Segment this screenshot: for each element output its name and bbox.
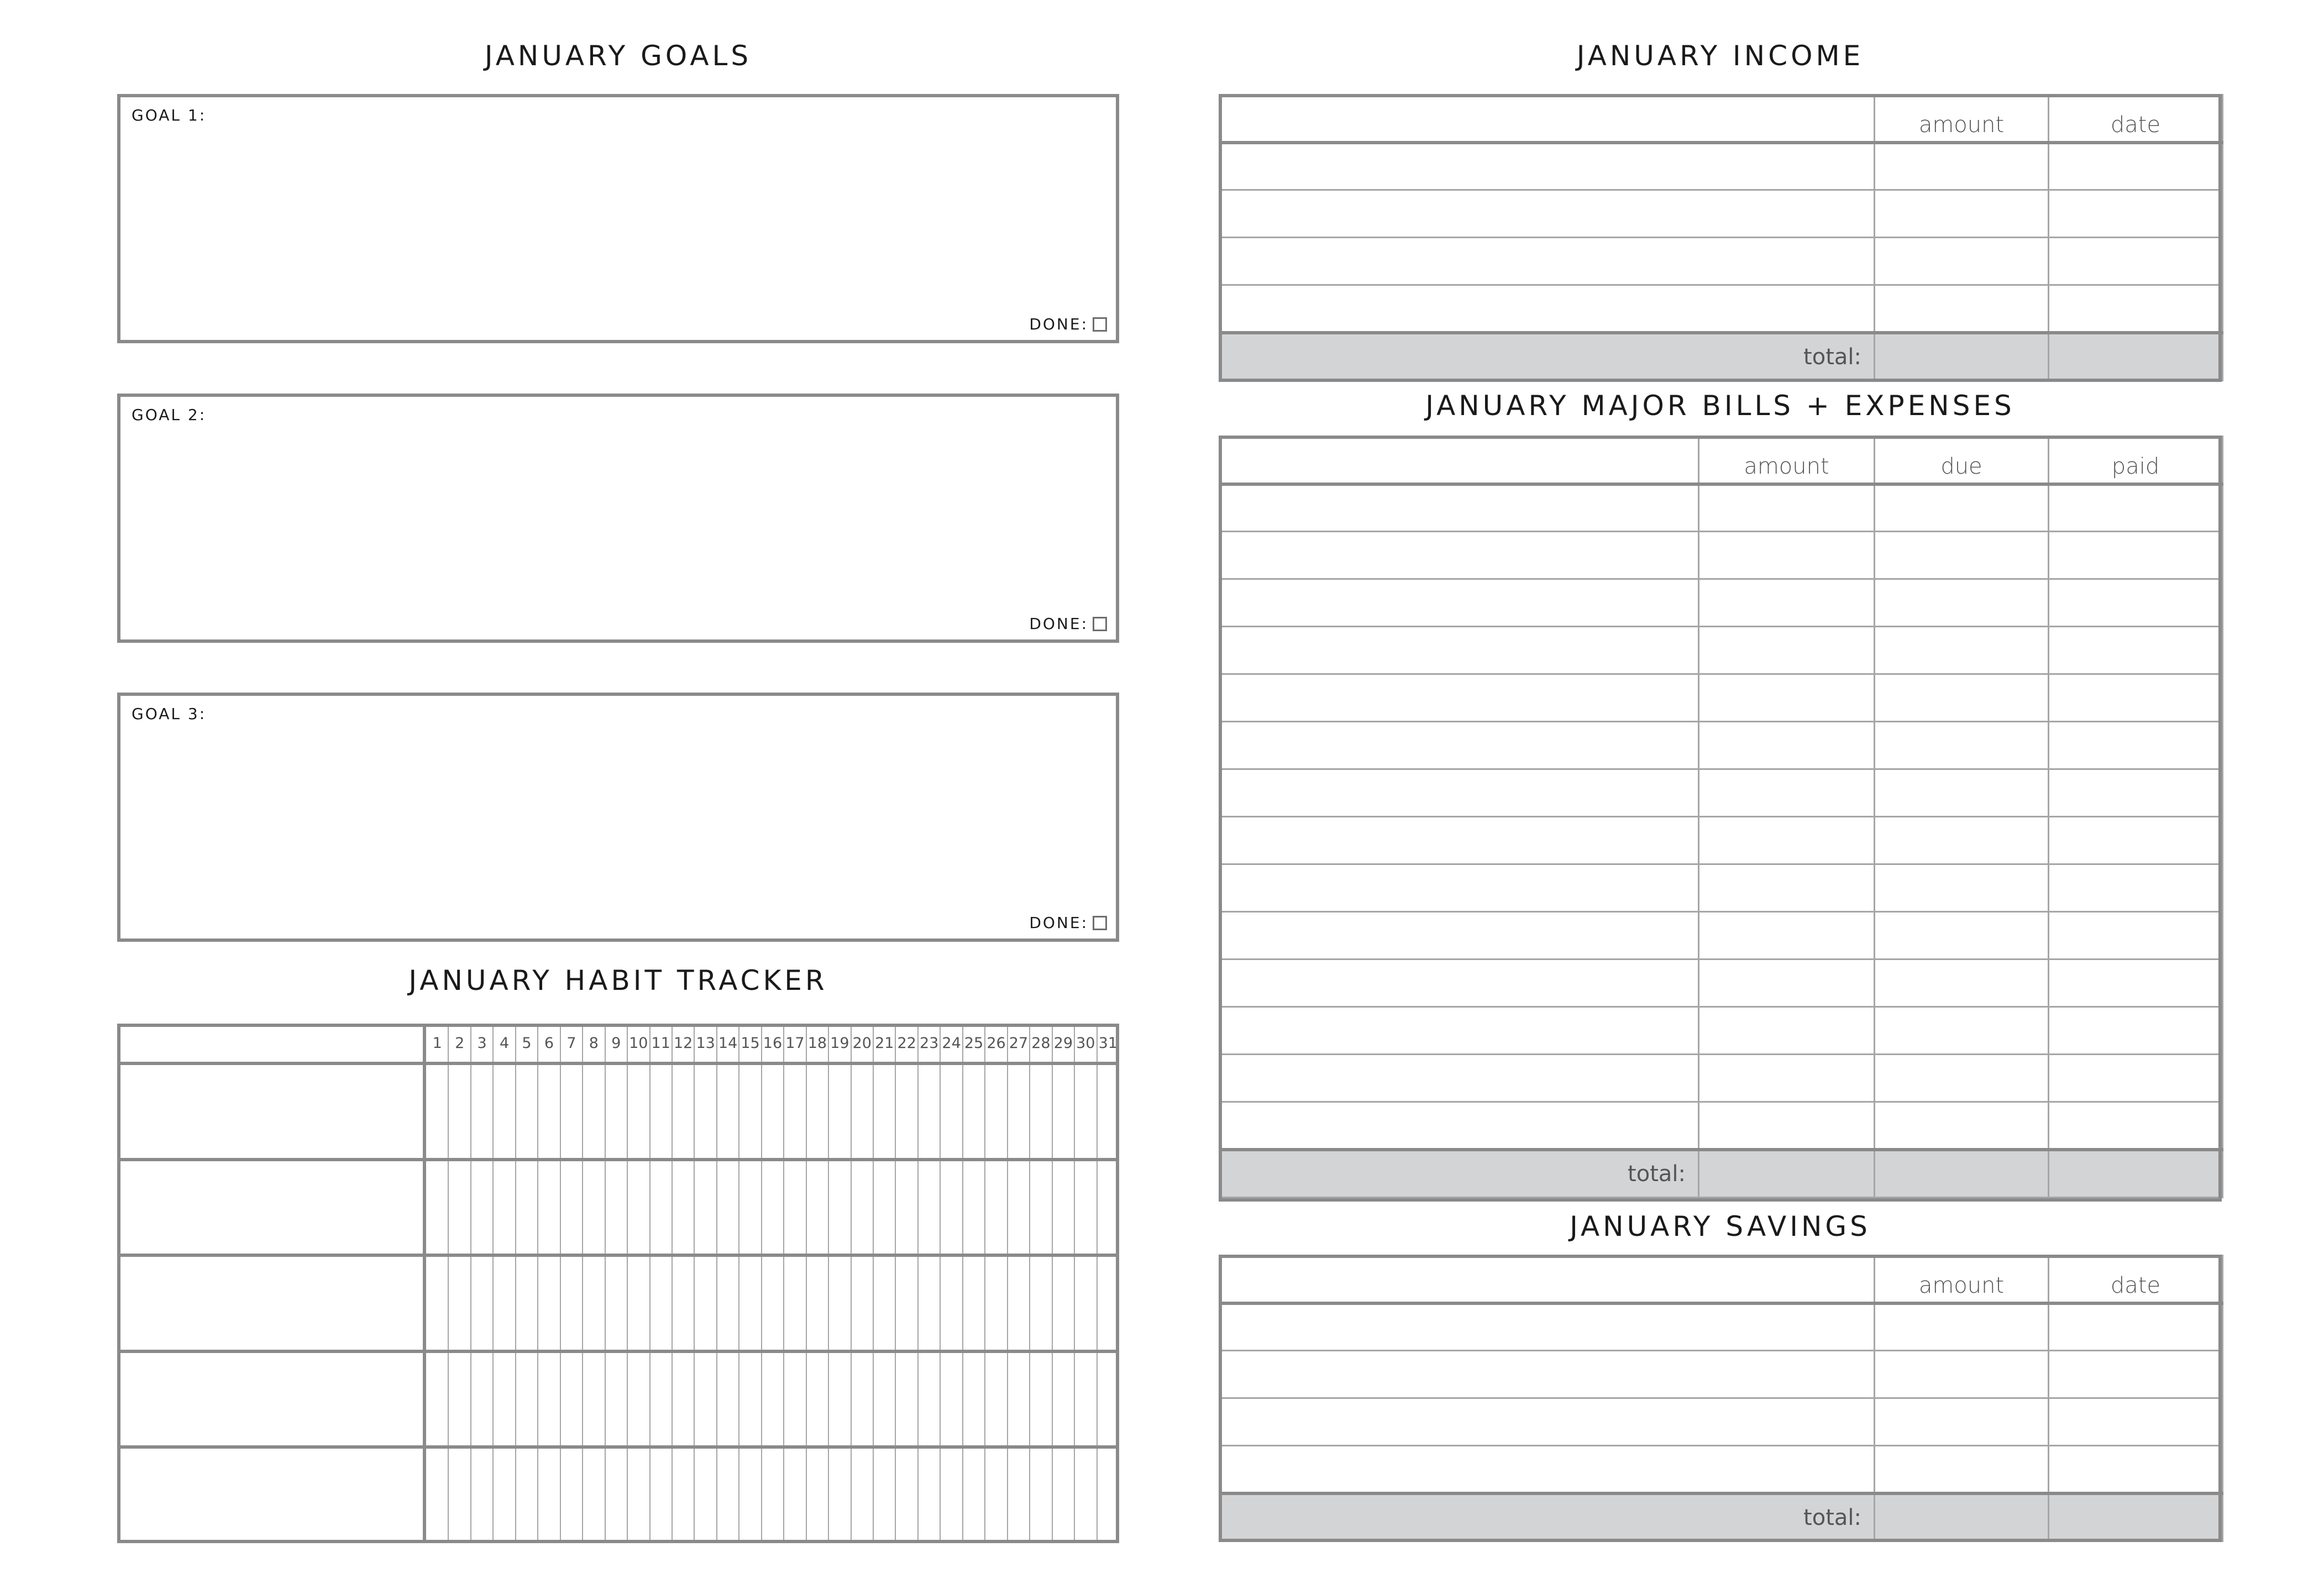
bills-cell[interactable] <box>2049 532 2223 579</box>
habit-day-divider <box>716 1024 717 1543</box>
bills-cell[interactable] <box>2049 722 2223 769</box>
income-column-date: date <box>2049 95 2223 143</box>
bills-cell[interactable] <box>1220 1055 1699 1102</box>
savings-cell[interactable] <box>1220 1351 1875 1398</box>
habit-day-number: 15 <box>741 1035 760 1052</box>
bills-row <box>1220 674 2223 722</box>
habit-name-cell[interactable] <box>120 1353 423 1446</box>
bills-total-cell[interactable] <box>1875 1150 2049 1198</box>
habit-day-number: 1 <box>432 1035 442 1052</box>
bills-cell[interactable] <box>1699 532 1875 579</box>
savings-header-row <box>1220 1256 2223 1303</box>
habit-day-divider <box>828 1024 829 1543</box>
habit-day-divider <box>738 1024 739 1543</box>
habit-day-number: 26 <box>987 1035 1006 1052</box>
savings-total-cell[interactable] <box>1875 1493 2049 1541</box>
bills-cell[interactable] <box>1875 722 2049 769</box>
habit-day-divider <box>1097 1024 1098 1543</box>
habit-day-number: 4 <box>499 1035 510 1052</box>
habit-day-number: 21 <box>875 1035 894 1052</box>
goal-1-done-label: DONE: <box>1029 315 1088 333</box>
goal-1-done <box>1029 315 1107 333</box>
bills-cell[interactable] <box>1875 912 2049 959</box>
habit-day-number: 27 <box>1009 1035 1029 1052</box>
habit-day-divider <box>895 1024 896 1543</box>
bills-table <box>1219 436 2223 1198</box>
savings-column-date: date <box>2049 1256 2223 1303</box>
savings-header-blank <box>1220 1256 1875 1303</box>
bills-cell[interactable] <box>1699 864 1875 912</box>
bills-cell[interactable] <box>2049 674 2223 722</box>
habit-day-number: 7 <box>566 1035 576 1052</box>
income-cell[interactable] <box>1875 190 2049 238</box>
bills-cell[interactable] <box>1699 579 1875 627</box>
habit-day-divider <box>783 1024 784 1543</box>
bills-cell[interactable] <box>1220 912 1699 959</box>
bills-cell[interactable] <box>1875 627 2049 674</box>
income-header-blank <box>1220 95 1875 143</box>
income-cell[interactable] <box>2049 238 2223 285</box>
bills-cell[interactable] <box>2049 864 2223 912</box>
habit-day-number: 29 <box>1053 1035 1073 1052</box>
bills-cell[interactable] <box>1699 722 1875 769</box>
savings-cell[interactable] <box>1875 1398 2049 1446</box>
bills-cell[interactable] <box>1699 817 1875 864</box>
habit-day-number: 18 <box>807 1035 827 1052</box>
bills-cell[interactable] <box>1875 864 2049 912</box>
habit-tracker-grid <box>117 1024 1119 1543</box>
bills-cell[interactable] <box>2049 912 2223 959</box>
income-total-label: total: <box>1220 333 1875 381</box>
income-cell[interactable] <box>1220 285 1875 333</box>
habit-day-number: 9 <box>611 1035 621 1052</box>
bills-total-cell[interactable] <box>1699 1150 1875 1198</box>
habit-day-number: 23 <box>919 1035 939 1052</box>
habit-day-divider <box>940 1024 941 1543</box>
savings-total-row <box>1220 1493 2223 1541</box>
bills-cell[interactable] <box>1220 959 1699 1007</box>
habit-name-cell[interactable] <box>120 1161 423 1254</box>
income-title: JANUARY INCOME <box>1576 40 1864 72</box>
savings-row <box>1220 1398 2223 1446</box>
goal-3-done-label: DONE: <box>1029 914 1088 932</box>
habit-day-divider <box>560 1024 561 1543</box>
habit-day-divider <box>582 1024 583 1543</box>
income-total-cell[interactable] <box>2049 333 2223 381</box>
income-row <box>1220 190 2223 238</box>
bills-cell[interactable] <box>1220 579 1699 627</box>
habit-day-number: 6 <box>544 1035 554 1052</box>
bills-cell[interactable] <box>1875 1102 2049 1150</box>
bills-column-due: due <box>1875 437 2049 484</box>
bills-row <box>1220 769 2223 817</box>
bills-row <box>1220 627 2223 674</box>
savings-row <box>1220 1351 2223 1398</box>
savings-cell[interactable] <box>2049 1351 2223 1398</box>
bills-row <box>1220 579 2223 627</box>
bills-cell[interactable] <box>2049 579 2223 627</box>
income-cell[interactable] <box>1875 143 2049 190</box>
habit-day-divider <box>672 1024 673 1543</box>
bills-row <box>1220 722 2223 769</box>
bills-cell[interactable] <box>2049 627 2223 674</box>
habit-day-number: 30 <box>1076 1035 1095 1052</box>
bills-row <box>1220 1055 2223 1102</box>
habit-day-divider <box>605 1024 606 1543</box>
bills-row <box>1220 959 2223 1007</box>
bills-column-paid: paid <box>2049 437 2223 484</box>
bills-cell[interactable] <box>2049 484 2223 532</box>
savings-table <box>1219 1255 2223 1542</box>
income-row <box>1220 143 2223 190</box>
savings-row <box>1220 1303 2223 1351</box>
habit-day-divider <box>627 1024 628 1543</box>
habit-day-divider <box>761 1024 762 1543</box>
bills-cell[interactable] <box>2049 959 2223 1007</box>
bills-cell[interactable] <box>1220 1102 1699 1150</box>
goal-2-label: GOAL 2: <box>132 406 207 424</box>
savings-cell[interactable] <box>1875 1446 2049 1493</box>
income-cell[interactable] <box>1220 143 1875 190</box>
habit-day-divider <box>1029 1024 1030 1543</box>
goal-2-done <box>1029 615 1107 633</box>
habit-day-divider <box>515 1024 516 1543</box>
savings-cell[interactable] <box>1220 1303 1875 1351</box>
bills-cell[interactable] <box>1220 769 1699 817</box>
goal-1-done-checkbox[interactable] <box>1093 317 1107 332</box>
goals-title: JANUARY GOALS <box>484 40 752 72</box>
savings-row <box>1220 1446 2223 1493</box>
habit-day-number: 5 <box>522 1035 532 1052</box>
bills-header-blank <box>1220 437 1699 484</box>
bills-cell[interactable] <box>1220 627 1699 674</box>
bills-cell[interactable] <box>2049 1055 2223 1102</box>
income-table <box>1219 94 2223 381</box>
bills-cell[interactable] <box>1699 1007 1875 1055</box>
goal-3-done <box>1029 914 1107 932</box>
income-cell[interactable] <box>2049 285 2223 333</box>
income-cell[interactable] <box>1220 190 1875 238</box>
habit-day-number: 17 <box>785 1035 805 1052</box>
bills-cell[interactable] <box>1699 912 1875 959</box>
goal-2-done-checkbox[interactable] <box>1093 617 1107 631</box>
bills-row <box>1220 1102 2223 1150</box>
savings-cell[interactable] <box>1875 1303 2049 1351</box>
bills-cell[interactable] <box>1875 1055 2049 1102</box>
bills-row <box>1220 864 2223 912</box>
bills-row <box>1220 484 2223 532</box>
goal-3-box[interactable] <box>117 693 1119 942</box>
habit-day-number: 19 <box>830 1035 849 1052</box>
habit-day-number: 12 <box>673 1035 693 1052</box>
habit-day-number: 2 <box>455 1035 465 1052</box>
bills-cell[interactable] <box>1220 532 1699 579</box>
habit-day-divider <box>1007 1024 1008 1543</box>
bills-cell[interactable] <box>1220 817 1699 864</box>
habit-label-divider <box>423 1024 426 1543</box>
bills-row <box>1220 1007 2223 1055</box>
bills-total-cell[interactable] <box>2049 1150 2223 1198</box>
habit-day-divider <box>470 1024 471 1543</box>
goal-3-done-checkbox[interactable] <box>1093 916 1107 930</box>
income-header-row <box>1220 95 2223 143</box>
habit-day-divider <box>917 1024 919 1543</box>
bills-header-row <box>1220 437 2223 484</box>
bills-cell[interactable] <box>2049 769 2223 817</box>
habit-day-divider <box>851 1024 852 1543</box>
habit-day-divider <box>984 1024 985 1543</box>
habit-day-divider <box>962 1024 963 1543</box>
savings-cell[interactable] <box>1875 1351 2049 1398</box>
bills-cell[interactable] <box>1699 674 1875 722</box>
habit-name-cell[interactable] <box>120 1449 423 1541</box>
savings-title: JANUARY SAVINGS <box>1570 1210 1871 1242</box>
bills-cell[interactable] <box>1699 1102 1875 1150</box>
habit-day-number: 10 <box>629 1035 648 1052</box>
bills-total-label: total: <box>1220 1150 1699 1198</box>
income-cell[interactable] <box>1220 238 1875 285</box>
goal-1-box[interactable] <box>117 94 1119 343</box>
habit-name-cell[interactable] <box>120 1065 423 1158</box>
bills-cell[interactable] <box>1875 769 2049 817</box>
income-cell[interactable] <box>2049 190 2223 238</box>
habit-day-divider <box>537 1024 538 1543</box>
bills-cell[interactable] <box>1875 532 2049 579</box>
habit-tracker-title: JANUARY HABIT TRACKER <box>408 964 828 997</box>
goal-2-done-label: DONE: <box>1029 615 1088 633</box>
goal-2-box[interactable] <box>117 394 1119 643</box>
habit-day-number: 25 <box>964 1035 984 1052</box>
bills-cell[interactable] <box>1699 627 1875 674</box>
habit-day-divider <box>1074 1024 1075 1543</box>
bills-row <box>1220 817 2223 864</box>
income-cell[interactable] <box>2049 143 2223 190</box>
bills-cell[interactable] <box>1875 484 2049 532</box>
habit-name-cell[interactable] <box>120 1257 423 1350</box>
bills-total-row <box>1220 1150 2223 1198</box>
goal-3-label: GOAL 3: <box>132 705 207 723</box>
habit-day-divider <box>873 1024 874 1543</box>
bills-cell[interactable] <box>1220 674 1699 722</box>
bills-cell[interactable] <box>1875 1007 2049 1055</box>
bills-cell[interactable] <box>1875 817 2049 864</box>
bills-cell[interactable] <box>1699 484 1875 532</box>
income-total-cell[interactable] <box>1875 333 2049 381</box>
savings-cell[interactable] <box>1220 1398 1875 1446</box>
income-cell[interactable] <box>1875 238 2049 285</box>
habit-day-number: 11 <box>651 1035 670 1052</box>
bills-cell[interactable] <box>1875 959 2049 1007</box>
savings-cell[interactable] <box>1220 1446 1875 1493</box>
habit-day-divider <box>694 1024 695 1543</box>
bills-row <box>1220 912 2223 959</box>
bills-cell[interactable] <box>1220 722 1699 769</box>
bills-cell[interactable] <box>1699 959 1875 1007</box>
income-column-amount: amount <box>1875 95 2049 143</box>
habit-day-divider <box>806 1024 807 1543</box>
bills-cell[interactable] <box>1220 1007 1699 1055</box>
bills-cell[interactable] <box>1875 579 2049 627</box>
savings-total-label: total: <box>1220 1493 1875 1541</box>
habit-day-number: 8 <box>589 1035 599 1052</box>
goal-1-label: GOAL 1: <box>132 106 207 124</box>
habit-day-divider <box>492 1024 494 1543</box>
bills-row <box>1220 532 2223 579</box>
habit-day-number: 14 <box>718 1035 738 1052</box>
savings-cell[interactable] <box>2049 1398 2223 1446</box>
habit-day-number: 24 <box>942 1035 961 1052</box>
habit-day-divider <box>448 1024 449 1543</box>
savings-column-amount: amount <box>1875 1256 2049 1303</box>
bills-cell[interactable] <box>1699 1055 1875 1102</box>
bills-title: JANUARY MAJOR BILLS + EXPENSES <box>1425 390 2015 422</box>
savings-total-cell[interactable] <box>2049 1493 2223 1541</box>
bills-cell[interactable] <box>1699 769 1875 817</box>
savings-cell[interactable] <box>2049 1446 2223 1493</box>
bills-cell[interactable] <box>2049 1007 2223 1055</box>
bills-cell[interactable] <box>2049 1102 2223 1150</box>
bills-cell[interactable] <box>2049 817 2223 864</box>
habit-day-divider <box>649 1024 650 1543</box>
habit-day-number: 3 <box>477 1035 487 1052</box>
savings-cell[interactable] <box>2049 1303 2223 1351</box>
habit-day-divider <box>1052 1024 1053 1543</box>
bills-column-amount: amount <box>1699 437 1875 484</box>
bills-cell[interactable] <box>1875 674 2049 722</box>
income-cell[interactable] <box>1875 285 2049 333</box>
income-total-row <box>1220 333 2223 381</box>
bills-cell[interactable] <box>1220 864 1699 912</box>
income-row <box>1220 285 2223 333</box>
habit-day-number: 16 <box>763 1035 783 1052</box>
habit-day-number: 31 <box>1098 1035 1118 1052</box>
bills-cell[interactable] <box>1220 484 1699 532</box>
income-row <box>1220 238 2223 285</box>
habit-day-number: 28 <box>1031 1035 1051 1052</box>
habit-day-number: 20 <box>852 1035 872 1052</box>
habit-day-number: 22 <box>897 1035 916 1052</box>
habit-day-number: 13 <box>696 1035 715 1052</box>
